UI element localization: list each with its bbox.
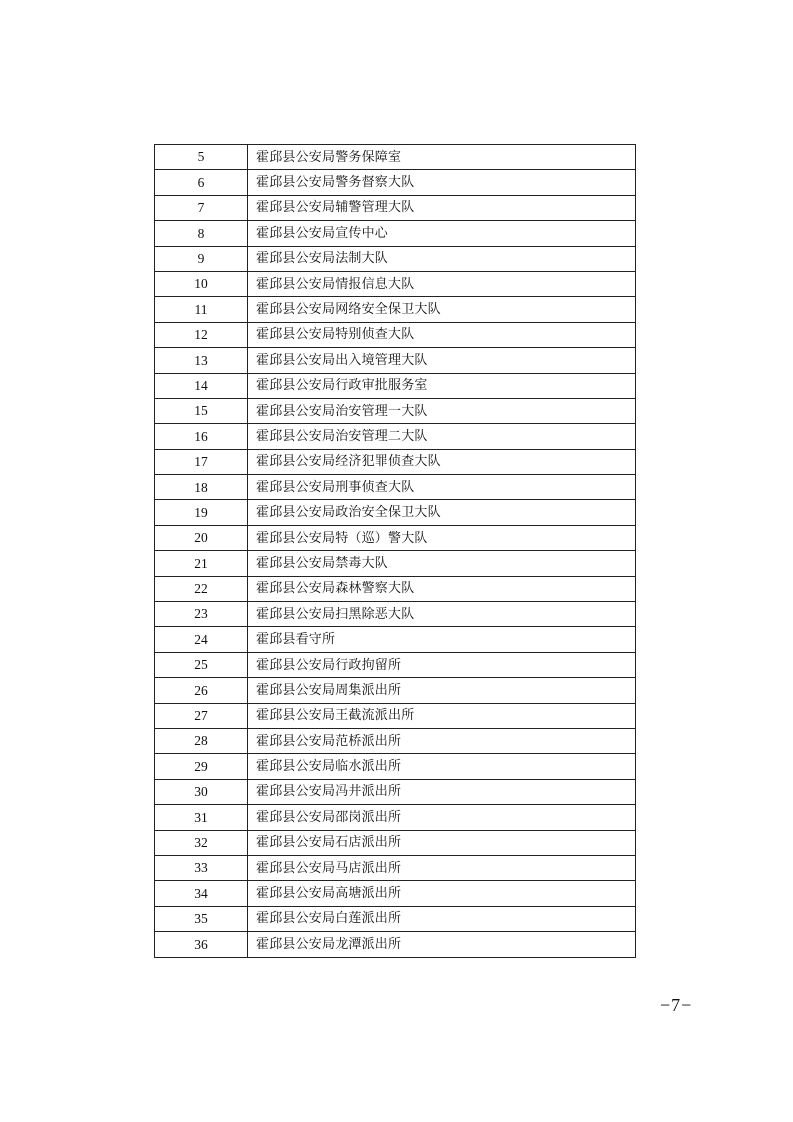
- row-number: 7: [155, 195, 248, 220]
- row-number: 11: [155, 297, 248, 322]
- row-number: 28: [155, 728, 248, 753]
- table-row: [155, 145, 636, 170]
- unit-name: 霍邱县公安局情报信息大队: [248, 271, 636, 296]
- unit-name: 霍邱县公安局警务保障室: [248, 145, 636, 170]
- table-row: [155, 627, 636, 652]
- row-number: 34: [155, 881, 248, 906]
- table-row: [155, 855, 636, 880]
- page-number: −7−: [660, 995, 693, 1015]
- row-number: 6: [155, 170, 248, 195]
- table-row: [155, 728, 636, 753]
- row-number: 12: [155, 322, 248, 347]
- table-row: [155, 398, 636, 423]
- row-number: 19: [155, 500, 248, 525]
- row-number: 32: [155, 830, 248, 855]
- unit-name: 霍邱县公安局治安管理一大队: [248, 398, 636, 423]
- table-row: [155, 195, 636, 220]
- table-row: [155, 602, 636, 627]
- table-row: [155, 297, 636, 322]
- row-number: 24: [155, 627, 248, 652]
- unit-name: 霍邱县公安局白莲派出所: [248, 906, 636, 931]
- table-row: [155, 906, 636, 931]
- unit-name: 霍邱县公安局特别侦查大队: [248, 322, 636, 347]
- table-row: [155, 652, 636, 677]
- unit-name: 霍邱县公安局王截流派出所: [248, 703, 636, 728]
- table-row: [155, 424, 636, 449]
- unit-name: 霍邱县公安局森林警察大队: [248, 576, 636, 601]
- unit-name: 霍邱县公安局范桥派出所: [248, 728, 636, 753]
- row-number: 35: [155, 906, 248, 931]
- unit-name: 霍邱县公安局治安管理二大队: [248, 424, 636, 449]
- table-row: [155, 932, 636, 957]
- row-number: 16: [155, 424, 248, 449]
- table-row: [155, 754, 636, 779]
- unit-name: 霍邱县公安局网络安全保卫大队: [248, 297, 636, 322]
- unit-name: 霍邱县公安局出入境管理大队: [248, 348, 636, 373]
- unit-name: 霍邱县公安局政治安全保卫大队: [248, 500, 636, 525]
- unit-list-table: [154, 144, 636, 958]
- unit-name: 霍邱县公安局扫黑除恶大队: [248, 602, 636, 627]
- table-row: [155, 449, 636, 474]
- row-number: 8: [155, 221, 248, 246]
- row-number: 15: [155, 398, 248, 423]
- table-row: [155, 576, 636, 601]
- row-number: 9: [155, 246, 248, 271]
- row-number: 27: [155, 703, 248, 728]
- table-row: [155, 246, 636, 271]
- row-number: 36: [155, 932, 248, 957]
- table-row: [155, 271, 636, 296]
- unit-name: 霍邱县公安局马店派出所: [248, 855, 636, 880]
- table-row: [155, 500, 636, 525]
- table-row: [155, 170, 636, 195]
- table-row: [155, 373, 636, 398]
- unit-name: 霍邱县公安局高塘派出所: [248, 881, 636, 906]
- unit-name: 霍邱县公安局特（巡）警大队: [248, 525, 636, 550]
- unit-name: 霍邱县公安局辅警管理大队: [248, 195, 636, 220]
- row-number: 13: [155, 348, 248, 373]
- row-number: 20: [155, 525, 248, 550]
- table-body: [155, 145, 636, 958]
- unit-name: 霍邱县公安局宣传中心: [248, 221, 636, 246]
- table-row: [155, 703, 636, 728]
- row-number: 33: [155, 855, 248, 880]
- unit-name: 霍邱县公安局临水派出所: [248, 754, 636, 779]
- table-row: [155, 221, 636, 246]
- table-row: [155, 805, 636, 830]
- row-number: 25: [155, 652, 248, 677]
- table-row: [155, 779, 636, 804]
- row-number: 26: [155, 678, 248, 703]
- table-row: [155, 881, 636, 906]
- row-number: 10: [155, 271, 248, 296]
- unit-name: 霍邱县公安局周集派出所: [248, 678, 636, 703]
- row-number: 22: [155, 576, 248, 601]
- unit-name: 霍邱县公安局法制大队: [248, 246, 636, 271]
- row-number: 31: [155, 805, 248, 830]
- unit-name: 霍邱县公安局行政拘留所: [248, 652, 636, 677]
- row-number: 29: [155, 754, 248, 779]
- row-number: 21: [155, 551, 248, 576]
- unit-name: 霍邱县公安局冯井派出所: [248, 779, 636, 804]
- table-row: [155, 525, 636, 550]
- unit-name: 霍邱县公安局禁毒大队: [248, 551, 636, 576]
- table-row: [155, 551, 636, 576]
- unit-name: 霍邱县公安局石店派出所: [248, 830, 636, 855]
- row-number: 30: [155, 779, 248, 804]
- unit-name: 霍邱县公安局行政审批服务室: [248, 373, 636, 398]
- table-row: [155, 830, 636, 855]
- table-row: [155, 475, 636, 500]
- row-number: 17: [155, 449, 248, 474]
- row-number: 18: [155, 475, 248, 500]
- unit-name: 霍邱县公安局刑事侦查大队: [248, 475, 636, 500]
- table-row: [155, 322, 636, 347]
- unit-name: 霍邱县看守所: [248, 627, 636, 652]
- unit-name: 霍邱县公安局邵岗派出所: [248, 805, 636, 830]
- row-number: 14: [155, 373, 248, 398]
- row-number: 5: [155, 145, 248, 170]
- unit-name: 霍邱县公安局经济犯罪侦查大队: [248, 449, 636, 474]
- table-row: [155, 678, 636, 703]
- unit-name: 霍邱县公安局龙潭派出所: [248, 932, 636, 957]
- row-number: 23: [155, 602, 248, 627]
- table-row: [155, 348, 636, 373]
- unit-name: 霍邱县公安局警务督察大队: [248, 170, 636, 195]
